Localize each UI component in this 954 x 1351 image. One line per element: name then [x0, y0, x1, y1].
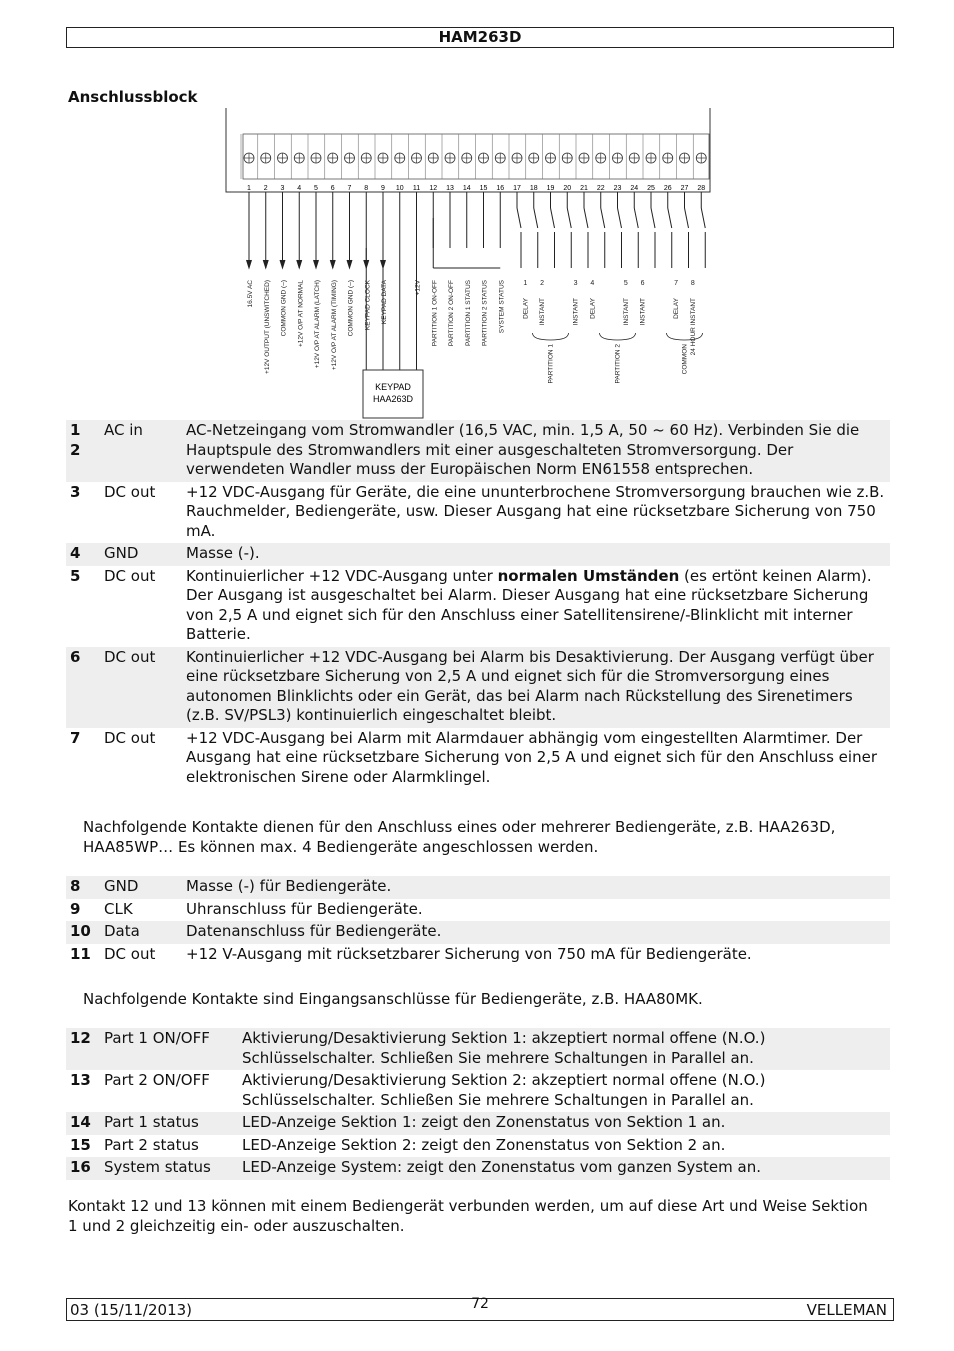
keypad-box-model: HAA263D	[372, 394, 414, 404]
terminal-number-label: 21	[580, 185, 588, 192]
terminal-number-label: 8	[364, 185, 369, 192]
signal-description: LED-Anzeige Sektion 2: zeigt den Zonenstatus von Sektion 2 an.	[242, 1135, 726, 1154]
table-row	[66, 1112, 890, 1135]
spec-table-power	[66, 420, 890, 789]
terminal-number-label: 22	[596, 185, 605, 192]
page-footer	[66, 1298, 894, 1321]
terminal-number-label: 9	[381, 185, 385, 192]
terminal-number: 9	[70, 899, 81, 918]
zone-label: INSTANT	[539, 298, 547, 326]
terminal-number: 3	[70, 482, 81, 501]
group-label: PARTITION 1	[547, 344, 555, 384]
terminal-block-diagram	[223, 108, 733, 422]
terminal-number: 11	[70, 944, 91, 963]
zone-label: INSTANT	[639, 298, 647, 326]
signal-description: Aktivierung/Desaktivierung Sektion 1: akzeptiert normal offene (N.O.) Schlüsselschalter. Schließen Sie mehrere Schaltungen in Parallel an.	[240, 1028, 890, 1070]
table-row	[66, 543, 890, 566]
signal-name: AC in	[102, 420, 184, 482]
description-text: Kontinuierlicher +12 VDC-Ausgang unter	[186, 566, 498, 585]
zone-label: DELAY	[673, 298, 681, 319]
table-row	[66, 1157, 890, 1180]
signal-name: DC out	[102, 647, 184, 728]
wire-label: KEYPAD CLOCK	[364, 280, 372, 331]
terminal-number-label: 27	[680, 185, 689, 192]
section-title: Anschlussblock	[68, 88, 198, 106]
terminal-number-label: 28	[697, 185, 706, 192]
signal-name: System status	[102, 1157, 240, 1180]
zone-label: INSTANT	[572, 298, 580, 326]
zone-number: 3	[573, 280, 578, 287]
zone-number: 7	[674, 280, 679, 287]
zone-number: 4	[590, 280, 595, 287]
terminal-number-label: 13	[446, 185, 454, 192]
terminal-number: 8	[66, 876, 102, 899]
signal-name: DC out	[104, 728, 156, 747]
terminal-number: 13	[70, 1071, 91, 1089]
terminal-number-label: 10	[395, 185, 404, 192]
signal-name: Part 1 status	[102, 1112, 240, 1135]
zone-number: 1	[523, 280, 528, 287]
wire-label: +12V O/P AT ALARM (TIMING)	[330, 280, 338, 371]
terminal-number-label: 3	[280, 185, 285, 192]
signal-description: Aktivierung/Desaktivierung Sektion 2: akzeptiert normal offene (N.O.) Schlüsselschalter. Schließen Sie mehrere Schaltungen in Parallel an.	[242, 1071, 766, 1109]
terminal-number-label: 11	[412, 185, 421, 192]
group-label: COMMON	[681, 344, 689, 375]
signal-description: +12 V-Ausgang mit rücksetzbarer Sicherung von 750 mA für Bediengeräte.	[186, 944, 752, 963]
terminal-number: 4	[66, 543, 102, 566]
table-row	[66, 566, 890, 647]
table-row	[66, 944, 890, 967]
table-row	[66, 482, 890, 544]
terminal-number-label: 5	[314, 185, 318, 192]
terminal-number-label: 1	[247, 185, 251, 192]
group-label: PARTITION 2	[614, 344, 622, 384]
wire-label: +12V O/P AT ALARM (LATCH)	[314, 280, 321, 369]
signal-name: DC out	[104, 482, 156, 501]
terminal-number: 6	[66, 647, 102, 728]
signal-description: LED-Anzeige System: zeigt den Zonenstatus vom ganzen System an.	[240, 1157, 890, 1180]
terminal-number-label: 20	[563, 185, 572, 192]
terminal-number: 14	[66, 1112, 102, 1135]
terminal-number-label: 25	[647, 185, 655, 192]
terminal-number: 16	[66, 1157, 102, 1180]
table-row	[66, 420, 890, 482]
terminal-number: 1 2	[66, 420, 102, 482]
signal-description: Masse (-).	[184, 543, 890, 566]
terminal-number: 7	[70, 728, 81, 747]
terminal-number-label: 23	[613, 185, 622, 192]
signal-name: Part 2 status	[104, 1135, 199, 1154]
zone-number: 2	[540, 280, 545, 287]
signal-name: GND	[102, 543, 184, 566]
signal-name: CLK	[104, 899, 133, 918]
wire-label: +12V OUTPUT (UNSWITCHED)	[263, 280, 271, 374]
terminal-number-label: 14	[462, 185, 471, 192]
terminal-number-label: 7	[347, 185, 352, 192]
description-text: (es ertönt keinen Alarm). Der Ausgang ist ausgeschaltet bei Alarm. Dieser Ausgang hat eine rücksetzbare Sicherung von 2,5 A und eignet sich für den Anschluss einer Satellitensirene/-Blinklicht mit interner Batterie.	[186, 566, 872, 643]
zone-number: 5	[623, 280, 628, 287]
table-row	[66, 1070, 890, 1112]
terminal-number-label: 4	[297, 185, 302, 192]
description-emphasis: normalen Umständen	[497, 566, 680, 585]
signal-description: +12 VDC-Ausgang bei Alarm mit Alarmdauer abhängig vom eingestellten Alarmtimer. Der Ausgang hat eine rücksetzbare Sicherung von 2,5 A und eignet sich für den Anschluss einer elektronischen Sirene oder Alarmklingel.	[186, 728, 877, 786]
signal-description: AC-Netzeingang vom Stromwandler (16,5 VAC, min. 1,5 A, 50 ~ 60 Hz). Verbinden Sie die Hauptspule des Stromwandlers mit einer ausgeschalteten Stromversorgung. Der verwendeten Wandler muss der Europäischen Norm EN61558 entsprechen.	[184, 420, 890, 482]
footer-revision: 03 (15/11/2013)	[70, 1301, 193, 1319]
wire-label: KEYPAD DATA	[381, 280, 388, 325]
wire-label: +12V O/P AT NORMAL	[297, 280, 305, 348]
wire-label: COMMON GND (–)	[347, 280, 355, 337]
signal-description: +12 VDC-Ausgang für Geräte, die eine ununterbrochene Stromversorgung brauchen wie z.B. Rauchmelder, Bediengeräte, usw. Dieser Ausgang hat eine rücksetzbare Sicherung von 750 mA.	[186, 482, 885, 540]
signal-name: DC out	[104, 944, 156, 963]
signal-name: Data	[102, 921, 184, 944]
terminal-number-label: 6	[330, 185, 335, 192]
wire-label: COMMON GND (–)	[280, 280, 288, 337]
zone-label: INSTANT	[622, 298, 630, 326]
terminal-number-label: 17	[513, 185, 521, 192]
zone-label: DELAY	[589, 298, 597, 319]
signal-description: Datenanschluss für Bediengeräte.	[184, 921, 890, 944]
table-row	[66, 921, 890, 944]
table-row	[66, 1135, 890, 1158]
terminal-number-label: 2	[263, 185, 268, 192]
table-row	[66, 899, 890, 922]
terminal-number-label: 24	[630, 185, 639, 192]
terminal-number-label: 18	[529, 185, 538, 192]
signal-name: Part 1 ON/OFF	[102, 1028, 240, 1070]
keypad-box-label: KEYPAD	[375, 382, 411, 392]
wire-label: PARTITION 1 STATUS	[464, 280, 472, 346]
page-number: 72	[471, 1296, 489, 1312]
paragraph-inputs: Nachfolgende Kontakte sind Eingangsanschlüsse für Bediengeräte, z.B. HAA80MK.	[83, 990, 703, 1008]
terminal-number: 10	[66, 921, 102, 944]
signal-name: DC out	[104, 566, 156, 585]
terminal-number: 12	[66, 1028, 102, 1070]
wire-label: +12V	[414, 280, 422, 296]
signal-name: Part 2 ON/OFF	[104, 1071, 210, 1089]
paragraph-contacts-note: Kontakt 12 und 13 können mit einem Bediengerät verbunden werden, um auf diese Art und Weise Sektion 1 und 2 gleichzeitig ein- oder auszuschalten.	[68, 1197, 868, 1235]
signal-name: GND	[102, 876, 184, 899]
terminal-number-label: 26	[663, 185, 672, 192]
spec-table-keypad	[66, 876, 890, 966]
zone-number: 8	[690, 280, 695, 287]
footer-brand: VELLEMAN	[806, 1301, 887, 1319]
wire-label: PARTITION 1 ON-OFF	[431, 280, 439, 347]
table-row	[66, 1028, 890, 1070]
wiring-diagram-svg	[223, 108, 733, 422]
signal-description: Uhranschluss für Bediengeräte.	[186, 899, 423, 918]
spec-table-inputs	[66, 1028, 890, 1180]
terminal-number-label: 16	[496, 185, 505, 192]
table-row	[66, 647, 890, 728]
zone-label: DELAY	[522, 298, 530, 319]
signal-description: Kontinuierlicher +12 VDC-Ausgang bei Alarm bis Desaktivierung. Der Ausgang verfügt über eine rücksetzbare Sicherung von 2,5 A und eignet sich für die Stromversorgung eines autonomen Blinklichts oder ein Gerät, das bei Alarm nach Rückstellung des Sirenetimers (z.B. SV/PSL3) kontinuierlich eingeschaltet bleibt.	[184, 647, 890, 728]
header-title: HAM263D	[438, 28, 522, 46]
terminal-number: 15	[70, 1135, 91, 1154]
page-header	[66, 27, 894, 48]
terminal-number-label: 15	[479, 185, 488, 192]
terminal-number-label: 19	[546, 185, 555, 192]
wire-label: SYSTEM STATUS	[498, 280, 506, 334]
table-row	[66, 728, 890, 790]
zone-number: 6	[640, 280, 645, 287]
wire-label: 16.5V AC	[247, 280, 254, 308]
terminal-number: 5	[70, 566, 81, 585]
table-row	[66, 876, 890, 899]
signal-description: Masse (-) für Bediengeräte.	[184, 876, 890, 899]
wire-label: PARTITION 2 STATUS	[481, 280, 489, 346]
signal-description: LED-Anzeige Sektion 1: zeigt den Zonenstatus von Sektion 1 an.	[240, 1112, 890, 1135]
terminal-number-label: 12	[429, 185, 438, 192]
paragraph-keypads: Nachfolgende Kontakte dienen für den Anschluss eines oder mehrerer Bediengeräte, z.B. HAA263D, HAA85WP… Es können max. 4 Bediengeräte angeschlossen werden.	[83, 818, 836, 856]
wire-label: PARTITION 2 ON-OFF	[448, 280, 455, 347]
signal-description	[184, 566, 890, 647]
zone-label: 24 HOUR INSTANT	[689, 298, 697, 356]
